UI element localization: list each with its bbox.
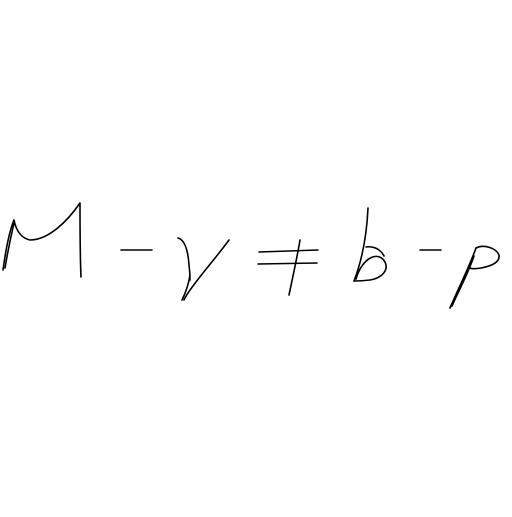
glyph-b	[354, 208, 386, 281]
glyph-not-equal	[258, 240, 318, 295]
glyph-M	[3, 203, 81, 277]
glyph-gamma	[178, 238, 229, 300]
glyph-p	[450, 246, 499, 308]
